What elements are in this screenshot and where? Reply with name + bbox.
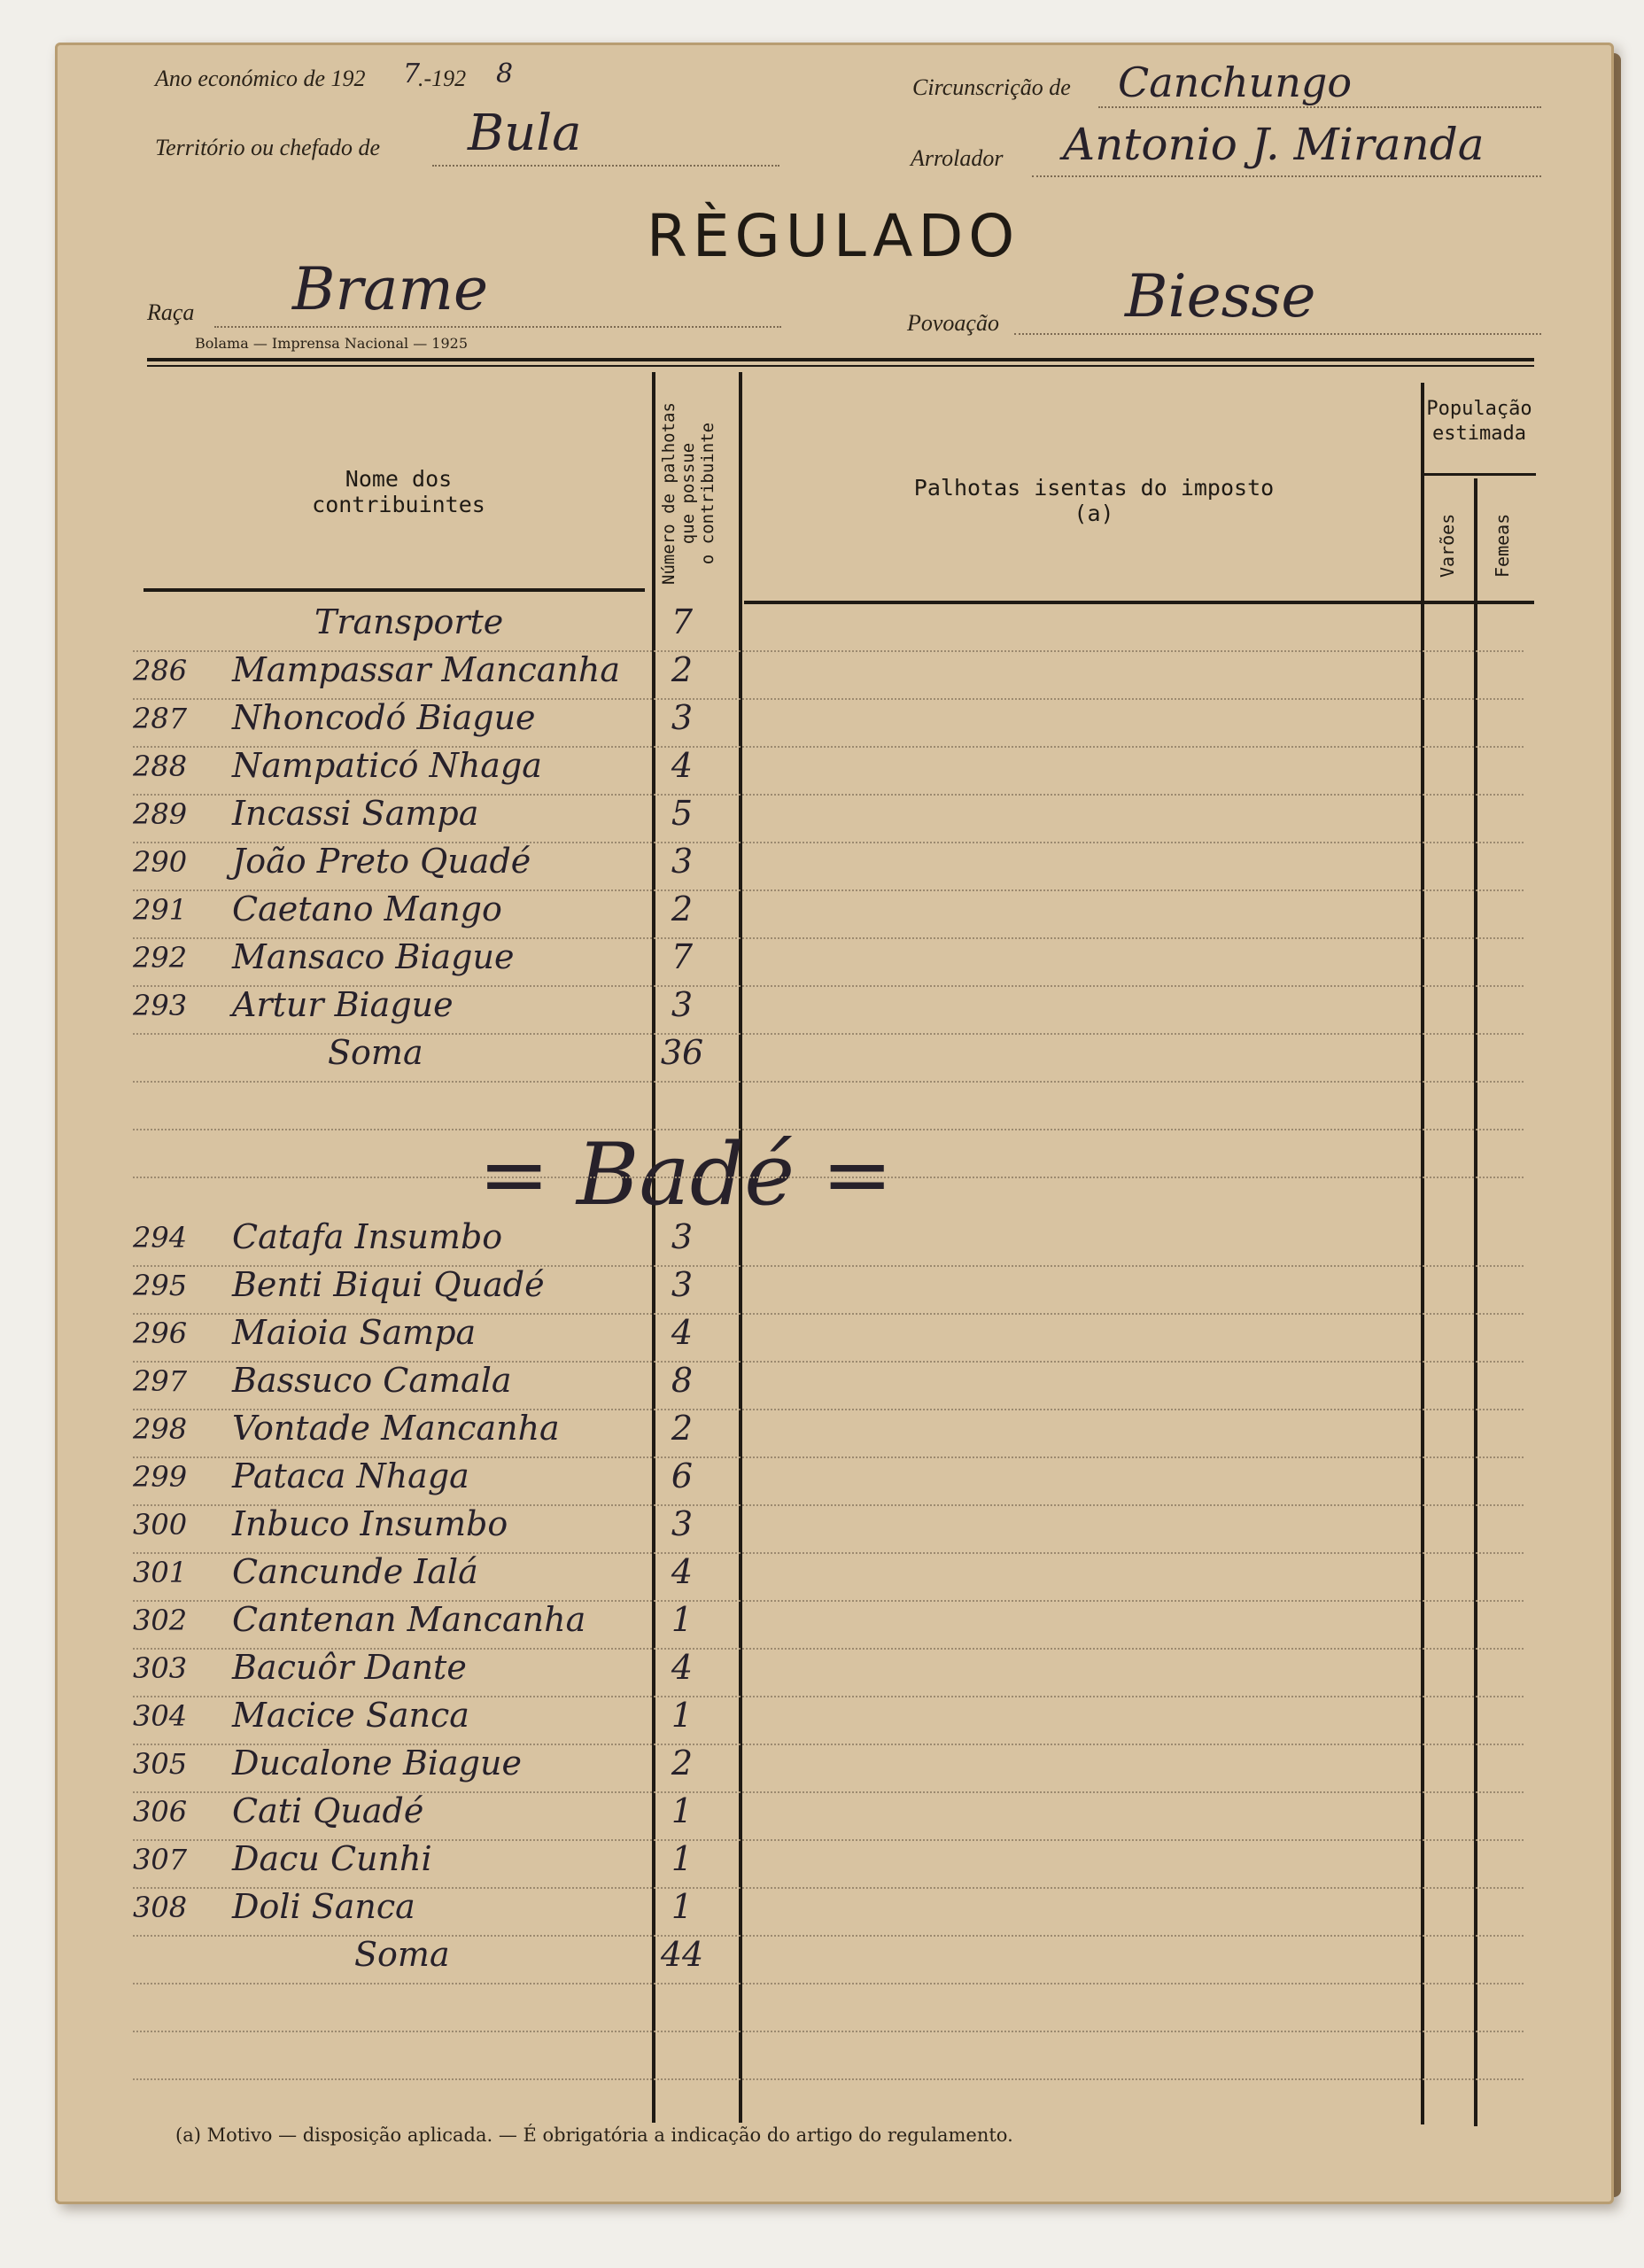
contributor-name: Cantenan Mancanha [232, 1600, 586, 1639]
contributor-name: Macice Sanca [232, 1696, 469, 1735]
row-number: 298 [133, 1412, 188, 1446]
row-number: 293 [133, 989, 188, 1022]
circunscricao-label: Circunscrição de [912, 74, 1071, 100]
contributor-name: Dacu Cunhi [232, 1839, 432, 1878]
transporte-label: Transporte [314, 602, 504, 641]
table-row [133, 985, 1524, 1035]
table-row [133, 1409, 1524, 1458]
blank-row [133, 1983, 1524, 2032]
row-number: 303 [133, 1651, 188, 1685]
contributor-name: Caetano Mango [232, 889, 502, 928]
povoacao-line [1014, 333, 1541, 335]
col-isentas-header: Palhotas isentas do imposto (a) [913, 475, 1275, 526]
table-row [133, 1313, 1524, 1363]
table-row [133, 1839, 1524, 1889]
contributor-name: Mansaco Biague [232, 937, 515, 976]
hut-count: 3 [671, 1265, 694, 1304]
table-row [133, 1217, 1524, 1267]
povoacao-label: Povoação [907, 310, 999, 336]
soma-label: Soma [328, 1033, 423, 1072]
arrolador-label: Arrolador [911, 145, 1004, 171]
contributor-name: Cati Quadé [232, 1791, 424, 1830]
row-number: 287 [133, 702, 188, 735]
soma-value: 36 [660, 1033, 704, 1072]
transporte-value: 7 [671, 602, 694, 641]
hut-count: 1 [671, 1839, 694, 1878]
blank-row [133, 1081, 1524, 1130]
row-number: 286 [133, 654, 188, 687]
table-row [133, 1265, 1524, 1315]
row-number: 308 [133, 1891, 188, 1924]
village-heading: = Badé = [478, 1125, 893, 1224]
table-row [133, 937, 1524, 987]
hut-count: 3 [671, 985, 694, 1024]
transporte-row [133, 602, 1524, 652]
soma-value: 44 [660, 1935, 704, 1974]
contributor-name: Nampaticó Nhaga [232, 746, 542, 785]
arrolador-value: Antonio J. Miranda [1063, 119, 1485, 170]
table-row [133, 794, 1524, 843]
row-number: 289 [133, 797, 188, 831]
table-row [133, 1456, 1524, 1506]
col-numero-line1: Número de palhotas [659, 402, 679, 585]
row-number: 300 [133, 1508, 188, 1542]
ano-value-1: 7 [403, 58, 421, 89]
contributor-name: João Preto Quadé [232, 842, 531, 881]
top-rule [147, 358, 1534, 361]
contributor-name: Vontade Mancanha [232, 1409, 560, 1448]
table-row [133, 1887, 1524, 1937]
raca-line [214, 326, 781, 328]
contributor-name: Pataca Nhaga [232, 1456, 469, 1495]
ano-label: Ano económico de 192 [155, 66, 366, 91]
col-numero-line3: o contribuinte [698, 422, 717, 565]
row-number: 305 [133, 1747, 188, 1781]
table-row [133, 1744, 1524, 1793]
footnote: (a) Motivo — disposição aplicada. — É obrigatória a indicação do artigo do regulamento. [175, 2124, 1013, 2146]
table-row [133, 650, 1524, 700]
hut-count: 7 [671, 937, 694, 976]
hut-count: 2 [671, 889, 694, 928]
row-number: 291 [133, 893, 188, 927]
hut-count: 2 [671, 1744, 694, 1783]
col-numero-line2: que possue [679, 442, 698, 545]
table-row [133, 889, 1524, 939]
hut-count: 1 [671, 1696, 694, 1735]
hut-count: 4 [671, 1313, 694, 1352]
hut-count: 2 [671, 1409, 694, 1448]
hut-count: 6 [671, 1456, 694, 1495]
contributor-name: Ducalone Biague [232, 1744, 522, 1783]
row-number: 307 [133, 1843, 188, 1876]
row-number: 296 [133, 1317, 188, 1350]
contributor-name: Benti Biqui Quadé [232, 1265, 545, 1304]
contributor-name: Incassi Sampa [232, 794, 479, 833]
row-number: 297 [133, 1364, 188, 1398]
hut-count: 1 [671, 1791, 694, 1830]
hut-count: 1 [671, 1600, 694, 1639]
table-row [133, 1552, 1524, 1602]
territorio-line [432, 165, 779, 167]
contributor-name: Cancunde Ialá [232, 1552, 478, 1591]
hut-count: 5 [671, 794, 694, 833]
row-number: 288 [133, 750, 188, 783]
table-row [133, 746, 1524, 796]
soma-row [133, 1935, 1524, 1984]
table-row [133, 842, 1524, 891]
arrolador-line [1032, 175, 1541, 177]
col-nome-header: Nome dos contribuintes [312, 466, 485, 517]
contributor-name: Artur Biague [232, 985, 454, 1024]
row-number: 306 [133, 1795, 188, 1829]
table-row [133, 1696, 1524, 1745]
hut-count: 3 [671, 1504, 694, 1543]
circunscricao-value: Canchungo [1118, 58, 1353, 106]
top-rule-thin [147, 365, 1534, 367]
hut-count: 3 [671, 1217, 694, 1256]
contributor-name: Catafa Insumbo [232, 1217, 503, 1256]
territorio-value: Bula [468, 105, 582, 162]
row-number: 292 [133, 941, 188, 975]
row-number: 304 [133, 1699, 188, 1733]
contributor-name: Nhoncodó Biague [232, 698, 536, 737]
hut-count: 4 [671, 746, 694, 785]
row-number: 302 [133, 1604, 188, 1637]
row-number: 301 [133, 1556, 188, 1589]
col-populacao-line1: População [1426, 398, 1532, 420]
imprint: Bolama — Imprensa Nacional — 1925 [195, 335, 469, 352]
povoacao-value: Biesse [1125, 262, 1316, 330]
raca-label: Raça [147, 299, 195, 325]
soma-row [133, 1033, 1524, 1083]
contributor-name: Maioia Sampa [232, 1313, 477, 1352]
contributor-name: Bacuôr Dante [232, 1648, 467, 1687]
header-rule-left [143, 588, 645, 592]
hut-count: 2 [671, 650, 694, 689]
ano-value-2: 8 [496, 58, 514, 89]
row-number: 299 [133, 1460, 188, 1494]
territorio-label: Território ou chefado de [155, 135, 380, 160]
col-femeas-header: Femeas [1492, 513, 1513, 578]
contributor-name: Inbuco Insumbo [232, 1504, 508, 1543]
row-number: 290 [133, 845, 188, 879]
contributor-name: Doli Sanca [232, 1887, 415, 1926]
hut-count: 8 [671, 1361, 694, 1400]
contributor-name: Mampassar Mancanha [232, 650, 621, 689]
soma-label: Soma [354, 1935, 450, 1974]
hut-count: 4 [671, 1552, 694, 1591]
hut-count: 3 [671, 842, 694, 881]
pop-subheader-rule [1421, 473, 1536, 476]
table-row [133, 1361, 1524, 1410]
page-title: RÈGULADO [647, 202, 1020, 270]
blank-row [133, 1129, 1524, 1178]
col-varoes-header: Varões [1437, 513, 1458, 578]
contributor-name: Bassuco Camala [232, 1361, 512, 1400]
row-number: 295 [133, 1269, 188, 1302]
col-populacao-header [1423, 397, 1536, 447]
blank-row [133, 2031, 1524, 2080]
table-row [133, 1600, 1524, 1650]
hut-count: 4 [671, 1648, 694, 1687]
ano-sep: .-192 [418, 66, 467, 91]
circunscricao-line [1098, 106, 1541, 108]
col-numero-header [659, 402, 717, 585]
raca-value: Brame [292, 255, 489, 323]
hut-count: 1 [671, 1887, 694, 1926]
table-row [133, 1791, 1524, 1841]
table-row [133, 1504, 1524, 1554]
table-row [133, 698, 1524, 748]
table-row [133, 1648, 1524, 1697]
hut-count: 3 [671, 698, 694, 737]
row-number: 294 [133, 1221, 188, 1254]
col-populacao-line2: estimada [1432, 423, 1526, 445]
